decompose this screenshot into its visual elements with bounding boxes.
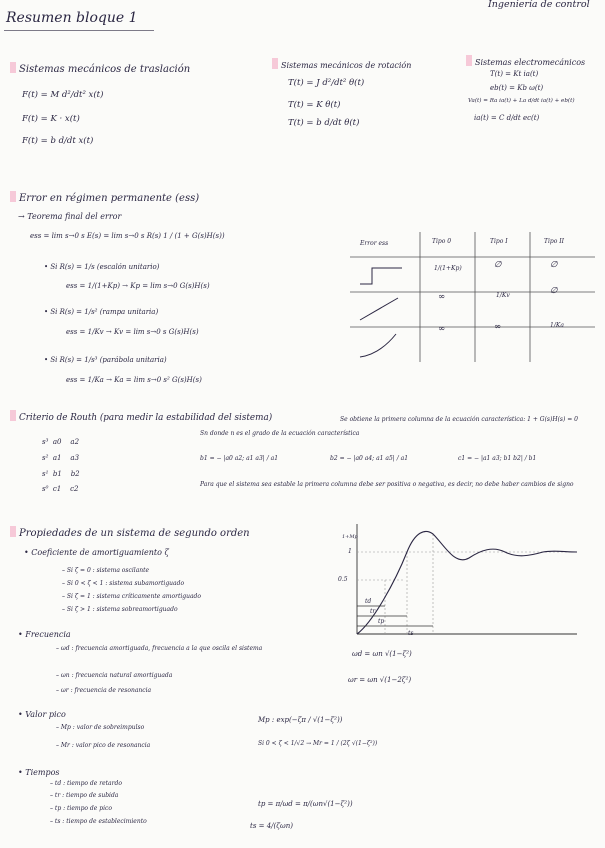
table-header-1: Tipo 0 [432,238,452,245]
step-sketch [360,268,402,284]
highlight-mark [10,410,16,421]
freq-item: – ωn : frecuencia natural amortiguada [56,672,173,679]
table-cell: ∅ [494,260,502,270]
time-item: – tr : tiempo de subida [50,792,119,799]
peak-item: – Mp : valor de sobreimpulso [56,724,145,731]
times-title: • Tiempos [18,768,60,777]
routh-b1: b1 = − |a0 a2; a1 a3| / a1 [200,455,279,462]
mech-rot-eq-2: T(t) = K θ(t) [288,100,341,110]
ramp-input-line: • Si R(s) = 1/s² (rampa unitaria) [44,308,159,316]
routh-note: Para que el sistema sea estable la primera columna debe ser positiva o negativa, es decir, no debe haber cambios de signo [200,481,574,488]
elec-eq-1: T(t) = Kt ia(t) [490,70,539,78]
damping-item: – Si 0 < ζ < 1 : sistema subamortiguado [62,580,185,587]
freq-item: – ωd : frecuencia amortiguada, frecuencia a la que oscila el sistema [56,645,263,652]
mech-rot-eq-3: T(t) = b d/dt θ(t) [288,118,360,128]
mech-rot-eq-1: T(t) = J d²/dt² θ(t) [288,78,365,88]
routh-row-2: s¹ b1 b2 [42,470,80,478]
highlight-mark [10,526,16,537]
error-title: Error en régimen permanente (ess) [10,191,199,204]
highlight-mark [466,55,472,66]
final-value-theorem: → Teorema final del error [18,212,122,221]
time-item: – tp : tiempo de pico [50,805,112,812]
routh-row-0: s³ a0 a2 [42,438,80,446]
wr-eq: ωr = ωn √(1−2ζ²) [348,676,412,684]
page-title: Resumen bloque 1 [6,10,138,26]
parabola-sketch [360,334,396,357]
routh-row-3: s⁰ c1 c2 [42,485,79,493]
tp-eq: tp = π/ωd = π/(ωn√(1−ζ²)) [258,800,353,808]
table-cell: ∅ [550,260,558,270]
damping-title: • Coeficiente de amortiguamiento ζ [24,548,169,557]
graph-label-td: td [365,598,372,605]
time-item: – td : tiempo de retardo [50,780,122,787]
freq-title: • Frecuencia [18,630,71,639]
highlight-mark [10,191,16,202]
wd-eq: ωd = ωn √(1−ζ²) [352,650,412,658]
mr-eq: Si 0 < ζ < 1/√2 → Mr = 1 / (2ζ √(1−ζ²)) [258,740,378,747]
step-input-line: • Si R(s) = 1/s (escalón unitario) [44,263,160,271]
table-cell: 1/Ka [550,322,564,329]
highlight-mark [10,62,16,73]
table-header-3: Tipo II [544,238,565,245]
mech-trans-eq-3: F(t) = b d/dt x(t) [22,136,94,146]
graph-label-tr: tr [370,608,376,615]
table-cell: ∅ [550,286,558,296]
elec-eq-2: eb(t) = Kb ω(t) [490,84,544,92]
routh-title: Criterio de Routh (para medir la estabilidad del sistema) [10,410,272,423]
graph-label-mp: 1+Mp [342,534,358,540]
elec-eq-3: Va(t) = Ra ia(t) + La d/dt ia(t) + eb(t) [468,98,575,104]
graph-label-one: 1 [348,548,352,555]
elec-title: Sistemas electromecánicos [466,55,585,67]
routh-b2: b2 = − |a0 a4; a1 a5| / a1 [330,455,409,462]
table-cell: ∞ [494,322,502,332]
highlight-mark [272,58,278,69]
step-response-curve [357,531,577,634]
elec-eq-4: ia(t) = C d/dt ec(t) [474,114,540,122]
course-name: Ingeniería de control [488,0,590,10]
mech-trans-eq-2: F(t) = K · x(t) [22,114,80,124]
second-order-title: Propiedades de un sistema de segundo orden [10,526,250,539]
parab-input-line: • Si R(s) = 1/s³ (parábola unitaria) [44,356,167,364]
mech-trans-title: Sistemas mecánicos de traslación [10,62,190,75]
ts-eq: ts = 4/(ζωn) [250,822,294,830]
table-cell: ∞ [438,324,446,334]
routh-c1: c1 = − |a1 a3; b1 b2| / b1 [458,455,537,462]
freq-item: – ωr : frecuencia de resonancia [56,687,152,694]
damping-item: – Si ζ > 1 : sistema sobreamortiguado [62,606,178,613]
ess-definition: ess = lim s→0 s E(s) = lim s→0 s R(s) 1 / (1 + G(s)H(s)) [30,232,225,240]
routh-char-eq: Se obtiene la primera columna de la ecuación característica: 1 + G(s)H(s) = 0 [340,416,578,423]
routh-n-note: Sn donde n es el grado de la ecuación característica [200,430,360,437]
graph-label-tp: tp [378,618,385,625]
title-underline [4,30,154,31]
mp-eq: Mp : exp(−ζπ / √(1−ζ²)) [258,716,343,724]
table-cell: ∞ [438,292,446,302]
table-cell: 1/Kv [496,292,510,299]
mech-rot-title: Sistemas mecánicos de rotación [272,58,411,70]
error-table [350,232,595,362]
routh-row-1: s² a1 a3 [42,454,80,462]
table-header-0: Error ess [360,240,389,247]
ramp-ess: ess = 1/Kv → Kv = lim s→0 s G(s)H(s) [66,328,199,336]
damping-item: – Si ζ = 0 : sistema oscilante [62,567,150,574]
table-header-2: Tipo I [490,238,508,245]
mech-trans-eq-1: F(t) = M d²/dt² x(t) [22,90,104,100]
graph-label-half: 0.5 [338,576,348,583]
parab-ess: ess = 1/Ka → Ka = lim s→0 s² G(s)H(s) [66,376,202,384]
peak-item: – Mr : valor pico de resonancia [56,742,151,749]
peak-title: • Valor pico [18,710,66,719]
time-item: – ts : tiempo de establecimiento [50,818,147,825]
graph-label-ts: ts [408,630,414,637]
ramp-sketch [360,298,398,320]
step-ess: ess = 1/(1+Kp) → Kp = lim s→0 G(s)H(s) [66,282,210,290]
damping-item: – Si ζ = 1 : sistema críticamente amortiguado [62,593,202,600]
table-cell: 1/(1+Kp) [434,265,462,272]
